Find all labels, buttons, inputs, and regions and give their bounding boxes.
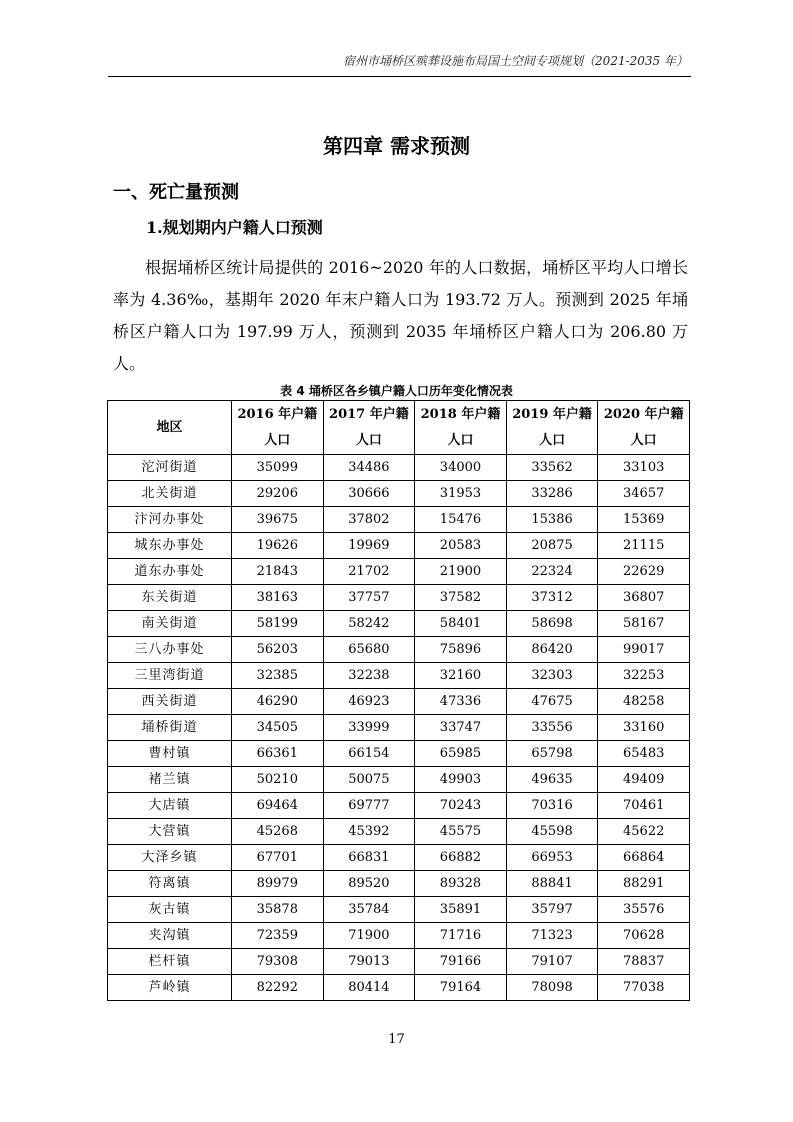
value-2016-cell: 45268 <box>232 819 324 845</box>
value-2017-cell: 80414 <box>323 975 415 1001</box>
table-body <box>108 455 690 1001</box>
table-row <box>108 741 690 767</box>
table-row <box>108 871 690 897</box>
value-2018-cell: 71716 <box>415 923 507 949</box>
value-2020-cell: 48258 <box>598 689 690 715</box>
value-2020-cell: 70461 <box>598 793 690 819</box>
value-2016-cell: 39675 <box>232 507 324 533</box>
value-2017-cell: 32238 <box>323 663 415 689</box>
value-2017-cell: 71900 <box>323 923 415 949</box>
value-2016-cell: 66361 <box>232 741 324 767</box>
value-2019-cell: 49635 <box>506 767 598 793</box>
header-cell-2019: 2019 年户籍人口 <box>506 401 598 455</box>
value-2018-cell: 75896 <box>415 637 507 663</box>
value-2016-cell: 67701 <box>232 845 324 871</box>
region-cell: 西关街道 <box>108 689 232 715</box>
table-row <box>108 455 690 481</box>
value-2019-cell: 65798 <box>506 741 598 767</box>
body-paragraph: 根据埇桥区统计局提供的 2016~2020 年的人口数据，埇桥区平均人口增长率为 4.36‰，基期年 2020 年末户籍人口为 193.72 万人。预测到 2025 年埇桥区户籍人口为 197.99 万人，预测到 2035 年埇桥区户籍人口为 206.80 万人。 <box>113 258 688 373</box>
value-2017-cell: 35784 <box>323 897 415 923</box>
table-row <box>108 507 690 533</box>
value-2020-cell: 32253 <box>598 663 690 689</box>
value-2017-cell: 19969 <box>323 533 415 559</box>
value-2016-cell: 19626 <box>232 533 324 559</box>
table-row <box>108 481 690 507</box>
region-cell: 埇桥街道 <box>108 715 232 741</box>
value-2017-cell: 50075 <box>323 767 415 793</box>
value-2016-cell: 50210 <box>232 767 324 793</box>
value-2018-cell: 79166 <box>415 949 507 975</box>
value-2019-cell: 35797 <box>506 897 598 923</box>
value-2020-cell: 45622 <box>598 819 690 845</box>
table-row <box>108 689 690 715</box>
region-cell: 大店镇 <box>108 793 232 819</box>
value-2017-cell: 66154 <box>323 741 415 767</box>
table-row <box>108 949 690 975</box>
value-2020-cell: 77038 <box>598 975 690 1001</box>
value-2016-cell: 89979 <box>232 871 324 897</box>
value-2019-cell: 88841 <box>506 871 598 897</box>
value-2018-cell: 79164 <box>415 975 507 1001</box>
value-2016-cell: 38163 <box>232 585 324 611</box>
page-number: 17 <box>388 1032 405 1047</box>
value-2017-cell: 79013 <box>323 949 415 975</box>
value-2017-cell: 58242 <box>323 611 415 637</box>
region-cell: 大营镇 <box>108 819 232 845</box>
value-2019-cell: 32303 <box>506 663 598 689</box>
value-2017-cell: 46923 <box>323 689 415 715</box>
region-cell: 三八办事处 <box>108 637 232 663</box>
value-2019-cell: 71323 <box>506 923 598 949</box>
region-cell: 东关街道 <box>108 585 232 611</box>
value-2020-cell: 21115 <box>598 533 690 559</box>
table-row <box>108 975 690 1001</box>
value-2017-cell: 33999 <box>323 715 415 741</box>
value-2016-cell: 21843 <box>232 559 324 585</box>
value-2019-cell: 33556 <box>506 715 598 741</box>
value-2017-cell: 89520 <box>323 871 415 897</box>
table-row <box>108 845 690 871</box>
value-2016-cell: 29206 <box>232 481 324 507</box>
value-2016-cell: 32385 <box>232 663 324 689</box>
value-2020-cell: 36807 <box>598 585 690 611</box>
value-2020-cell: 33160 <box>598 715 690 741</box>
value-2019-cell: 66953 <box>506 845 598 871</box>
region-cell: 灰古镇 <box>108 897 232 923</box>
value-2017-cell: 37757 <box>323 585 415 611</box>
section-title: 一、死亡量预测 <box>113 182 239 203</box>
region-cell: 大泽乡镇 <box>108 845 232 871</box>
value-2017-cell: 37802 <box>323 507 415 533</box>
running-header: 宿州市埇桥区殡葬设施布局国土空间专项规划（2021-2035 年） <box>343 54 688 68</box>
value-2017-cell: 65680 <box>323 637 415 663</box>
value-2016-cell: 34505 <box>232 715 324 741</box>
value-2019-cell: 47675 <box>506 689 598 715</box>
value-2019-cell: 79107 <box>506 949 598 975</box>
value-2019-cell: 33286 <box>506 481 598 507</box>
region-cell: 栏杆镇 <box>108 949 232 975</box>
value-2018-cell: 33747 <box>415 715 507 741</box>
value-2016-cell: 82292 <box>232 975 324 1001</box>
value-2019-cell: 15386 <box>506 507 598 533</box>
table-row <box>108 715 690 741</box>
value-2019-cell: 22324 <box>506 559 598 585</box>
value-2017-cell: 21702 <box>323 559 415 585</box>
region-cell: 北关街道 <box>108 481 232 507</box>
value-2018-cell: 37582 <box>415 585 507 611</box>
value-2020-cell: 33103 <box>598 455 690 481</box>
value-2020-cell: 49409 <box>598 767 690 793</box>
header-cell-2017: 2017 年户籍人口 <box>323 401 415 455</box>
table-row <box>108 923 690 949</box>
value-2020-cell: 88291 <box>598 871 690 897</box>
value-2020-cell: 78837 <box>598 949 690 975</box>
value-2018-cell: 34000 <box>415 455 507 481</box>
value-2019-cell: 33562 <box>506 455 598 481</box>
value-2016-cell: 46290 <box>232 689 324 715</box>
header-cell-2016: 2016 年户籍人口 <box>232 401 324 455</box>
value-2019-cell: 70316 <box>506 793 598 819</box>
value-2019-cell: 20875 <box>506 533 598 559</box>
region-cell: 符离镇 <box>108 871 232 897</box>
value-2018-cell: 49903 <box>415 767 507 793</box>
table-row <box>108 559 690 585</box>
table-caption: 表 4 埇桥区各乡镇户籍人口历年变化情况表 <box>280 384 513 398</box>
value-2020-cell: 34657 <box>598 481 690 507</box>
region-cell: 褚兰镇 <box>108 767 232 793</box>
table-row <box>108 793 690 819</box>
table-row <box>108 533 690 559</box>
value-2018-cell: 21900 <box>415 559 507 585</box>
value-2018-cell: 47336 <box>415 689 507 715</box>
value-2018-cell: 45575 <box>415 819 507 845</box>
value-2018-cell: 66882 <box>415 845 507 871</box>
value-2017-cell: 34486 <box>323 455 415 481</box>
value-2018-cell: 35891 <box>415 897 507 923</box>
value-2018-cell: 89328 <box>415 871 507 897</box>
region-cell: 城东办事处 <box>108 533 232 559</box>
value-2018-cell: 58401 <box>415 611 507 637</box>
value-2020-cell: 66864 <box>598 845 690 871</box>
value-2019-cell: 78098 <box>506 975 598 1001</box>
value-2016-cell: 79308 <box>232 949 324 975</box>
value-2020-cell: 35576 <box>598 897 690 923</box>
value-2016-cell: 56203 <box>232 637 324 663</box>
table-row <box>108 819 690 845</box>
value-2018-cell: 65985 <box>415 741 507 767</box>
value-2016-cell: 72359 <box>232 923 324 949</box>
header-cell-2020: 2020 年户籍人口 <box>598 401 690 455</box>
region-cell: 芦岭镇 <box>108 975 232 1001</box>
table-row <box>108 767 690 793</box>
value-2020-cell: 70628 <box>598 923 690 949</box>
value-2017-cell: 45392 <box>323 819 415 845</box>
value-2017-cell: 69777 <box>323 793 415 819</box>
value-2020-cell: 22629 <box>598 559 690 585</box>
chapter-title: 第四章 需求预测 <box>323 134 470 158</box>
value-2016-cell: 58199 <box>232 611 324 637</box>
table-row <box>108 611 690 637</box>
region-cell: 道东办事处 <box>108 559 232 585</box>
value-2020-cell: 99017 <box>598 637 690 663</box>
value-2020-cell: 65483 <box>598 741 690 767</box>
value-2018-cell: 70243 <box>415 793 507 819</box>
table-row <box>108 897 690 923</box>
subsection-title: 1.规划期内户籍人口预测 <box>146 218 323 237</box>
value-2019-cell: 58698 <box>506 611 598 637</box>
value-2017-cell: 30666 <box>323 481 415 507</box>
table-row <box>108 663 690 689</box>
value-2019-cell: 86420 <box>506 637 598 663</box>
header-cell-2018: 2018 年户籍人口 <box>415 401 507 455</box>
region-cell: 三里湾街道 <box>108 663 232 689</box>
value-2018-cell: 20583 <box>415 533 507 559</box>
value-2016-cell: 35878 <box>232 897 324 923</box>
table-header-row <box>108 401 690 455</box>
region-cell: 曹村镇 <box>108 741 232 767</box>
value-2020-cell: 58167 <box>598 611 690 637</box>
region-cell: 沱河街道 <box>108 455 232 481</box>
value-2017-cell: 66831 <box>323 845 415 871</box>
value-2019-cell: 45598 <box>506 819 598 845</box>
population-table <box>107 400 690 1001</box>
table-row <box>108 637 690 663</box>
header-divider <box>108 76 691 77</box>
value-2018-cell: 15476 <box>415 507 507 533</box>
region-cell: 夹沟镇 <box>108 923 232 949</box>
value-2016-cell: 69464 <box>232 793 324 819</box>
value-2018-cell: 32160 <box>415 663 507 689</box>
region-cell: 汴河办事处 <box>108 507 232 533</box>
value-2020-cell: 15369 <box>598 507 690 533</box>
value-2019-cell: 37312 <box>506 585 598 611</box>
header-cell-region: 地区 <box>108 401 232 455</box>
table-row <box>108 585 690 611</box>
value-2018-cell: 31953 <box>415 481 507 507</box>
value-2016-cell: 35099 <box>232 455 324 481</box>
region-cell: 南关街道 <box>108 611 232 637</box>
